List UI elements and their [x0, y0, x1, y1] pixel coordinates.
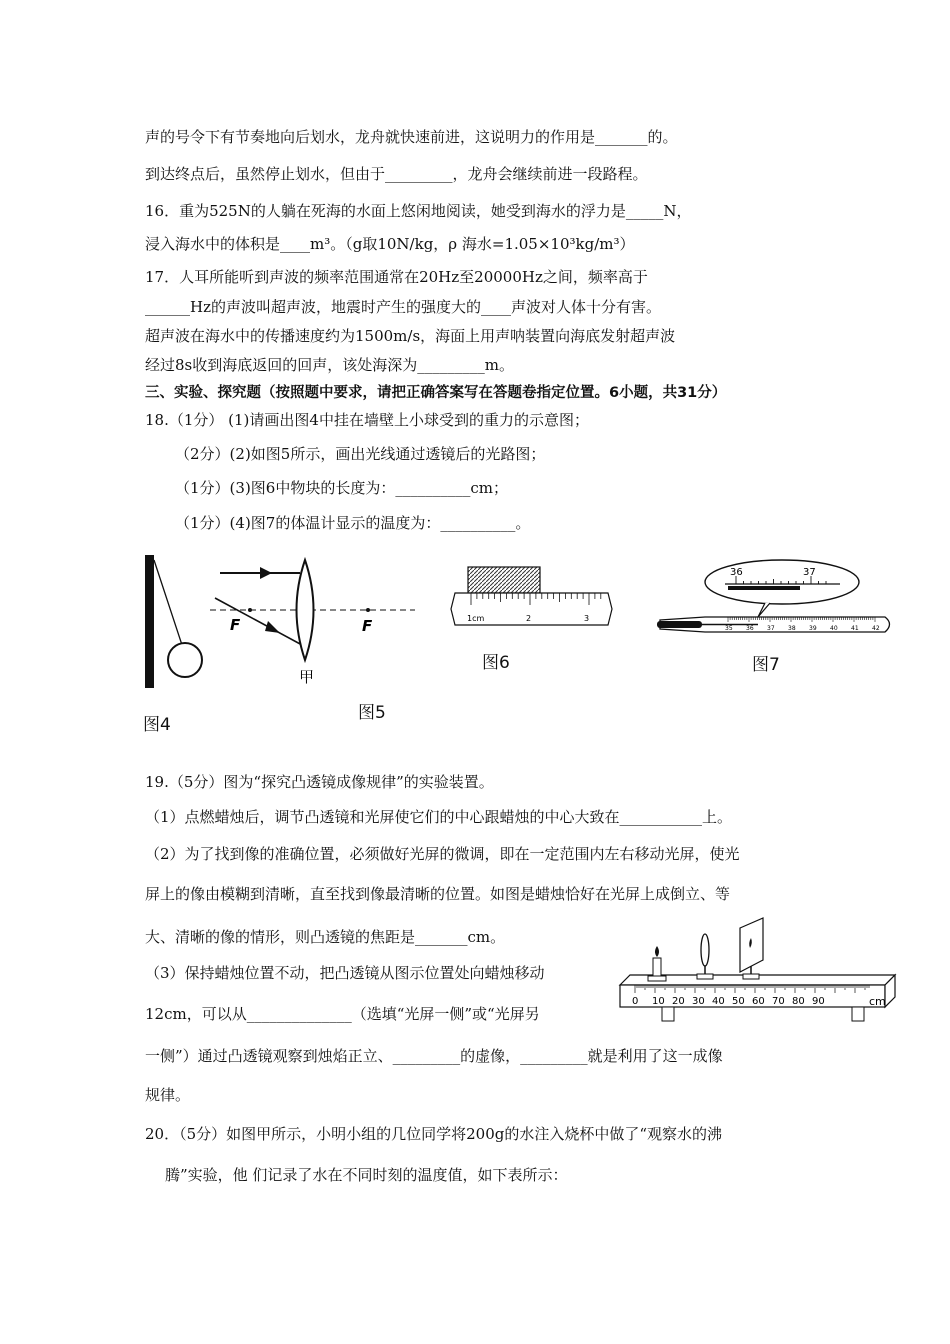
text-line: 声的号令下有节奏地向后划水，龙舟就快速前进，这说明力的作用是_______的。 — [145, 128, 678, 146]
figure-4-caption: 图4 — [143, 715, 171, 735]
text-line: 规律。 — [145, 1086, 191, 1104]
text-line: （2分）(2)如图5所示，画出光线通过透镜后的光路图； — [175, 445, 546, 463]
figure-7-caption: 图7 — [752, 655, 780, 675]
text-line: （3）保持蜡烛位置不动，把凸透镜从图示位置处向蜡烛移动 — [145, 964, 545, 982]
text-line: （2）为了找到像的准确位置，必须做好光屏的微调，即在一定范围内左右移动光屏，使光 — [145, 845, 740, 863]
ruler-tick-label: 2 — [526, 614, 532, 623]
question-16: 16．重为525N的人躺在死海的水面上悠闲地阅读，她受到海水的浮力是_____N， — [145, 202, 692, 220]
question-17: 17．人耳所能听到声波的频率范围通常在20Hz至20000Hz之间，频率高于 — [145, 268, 648, 286]
text-line: 到达终点后，虽然停止划水，但由于_________，龙舟会继续前进一段路程。 — [145, 165, 648, 183]
figure-7-thermometer — [650, 555, 900, 640]
text-line: 大、清晰的像的情形，则凸透镜的焦距是_______cm。 — [145, 928, 506, 946]
bench-tick-label: 40 — [712, 996, 725, 1007]
bench-tick-label: 30 — [692, 996, 705, 1007]
thermometer-tick-label: 42 — [872, 625, 880, 632]
text-line: 腾”实验，他 们记录了水在不同时刻的温度值，如下表所示： — [165, 1166, 568, 1184]
optical-bench-figure — [615, 910, 905, 1025]
thermometer-tick-label: 41 — [851, 625, 859, 632]
text-line: 超声波在海水中的传播速度约为1500m/s，海面上用声呐装置向海底发射超声波 — [145, 327, 676, 345]
ruler-tick-label: 3 — [584, 614, 590, 623]
question-19: 19.（5分）图为“探究凸透镜成像规律”的实验装置。 — [145, 773, 494, 791]
figure-6-caption: 图6 — [482, 653, 510, 673]
lens-label: 甲 — [299, 668, 315, 686]
bench-tick-label: 0 — [632, 996, 639, 1007]
bench-tick-label: 80 — [792, 996, 805, 1007]
question-18: 18.（1分） (1)请画出图4中挂在墙壁上小球受到的重力的示意图； — [145, 411, 589, 429]
ruler-tick-label: 1cm — [467, 614, 485, 623]
figure-5-caption: 图5 — [358, 703, 386, 723]
question-20: 20．（5分）如图甲所示，小明小组的几位同学将200g的水注入烧杯中做了“观察水的沸 — [145, 1125, 723, 1143]
zoom-tick-label: 37 — [803, 567, 816, 578]
focus-left-label: F — [230, 616, 241, 634]
text-line: 屏上的像由模糊到清晰，直至找到像最清晰的位置。如图是蜡烛恰好在光屏上成倒立、等 — [145, 885, 731, 903]
figure-5-lens — [210, 555, 430, 695]
bench-tick-label: 90 — [812, 996, 825, 1007]
thermometer-tick-label: 35 — [725, 625, 733, 632]
bench-tick-label: 20 — [672, 996, 685, 1007]
bench-tick-label: 10 — [652, 996, 665, 1007]
text-line: 浸入海水中的体积是____m³。（g取10N/kg，ρ 海水=1.05×10³kg/m³） — [145, 235, 635, 253]
bench-tick-label: 60 — [752, 996, 765, 1007]
figure-4-wall-ball — [140, 550, 200, 695]
zoom-tick-label: 36 — [730, 567, 743, 578]
bench-tick-label: 50 — [732, 996, 745, 1007]
thermometer-tick-label: 39 — [809, 625, 817, 632]
section-heading: 三、实验、探究题（按照题中要求，请把正确答案写在答题卷指定位置。6小题，共31分） — [145, 385, 727, 401]
thermometer-tick-label: 36 — [746, 625, 754, 632]
text-line: 一侧”）通过凸透镜观察到烛焰正立、_________的虚像，_________就是利用了这一成像 — [145, 1047, 723, 1065]
text-line: （1）点燃蜡烛后，调节凸透镜和光屏使它们的中心跟蜡烛的中心大致在___________上。 — [145, 808, 733, 826]
figure-6-ruler — [450, 562, 615, 632]
thermometer-tick-label: 40 — [830, 625, 838, 632]
bench-unit-label: cm — [869, 995, 886, 1008]
text-line: （1分）(3)图6中物块的长度为：__________cm； — [175, 479, 508, 497]
focus-right-label: F — [362, 617, 373, 635]
thermometer-tick-label: 37 — [767, 625, 775, 632]
text-line: 经过8s收到海底返回的回声，该处海深为_________m。 — [145, 356, 514, 374]
thermometer-tick-label: 38 — [788, 625, 796, 632]
bench-tick-label: 70 — [772, 996, 785, 1007]
text-line: ______Hz的声波叫超声波，地震时产生的强度大的____声波对人体十分有害。 — [145, 298, 661, 316]
text-line: （1分）(4)图7的体温计显示的温度为：__________。 — [175, 514, 531, 532]
text-line: 12cm，可以从______________（选填“光屏一侧”或“光屏另 — [145, 1005, 540, 1023]
